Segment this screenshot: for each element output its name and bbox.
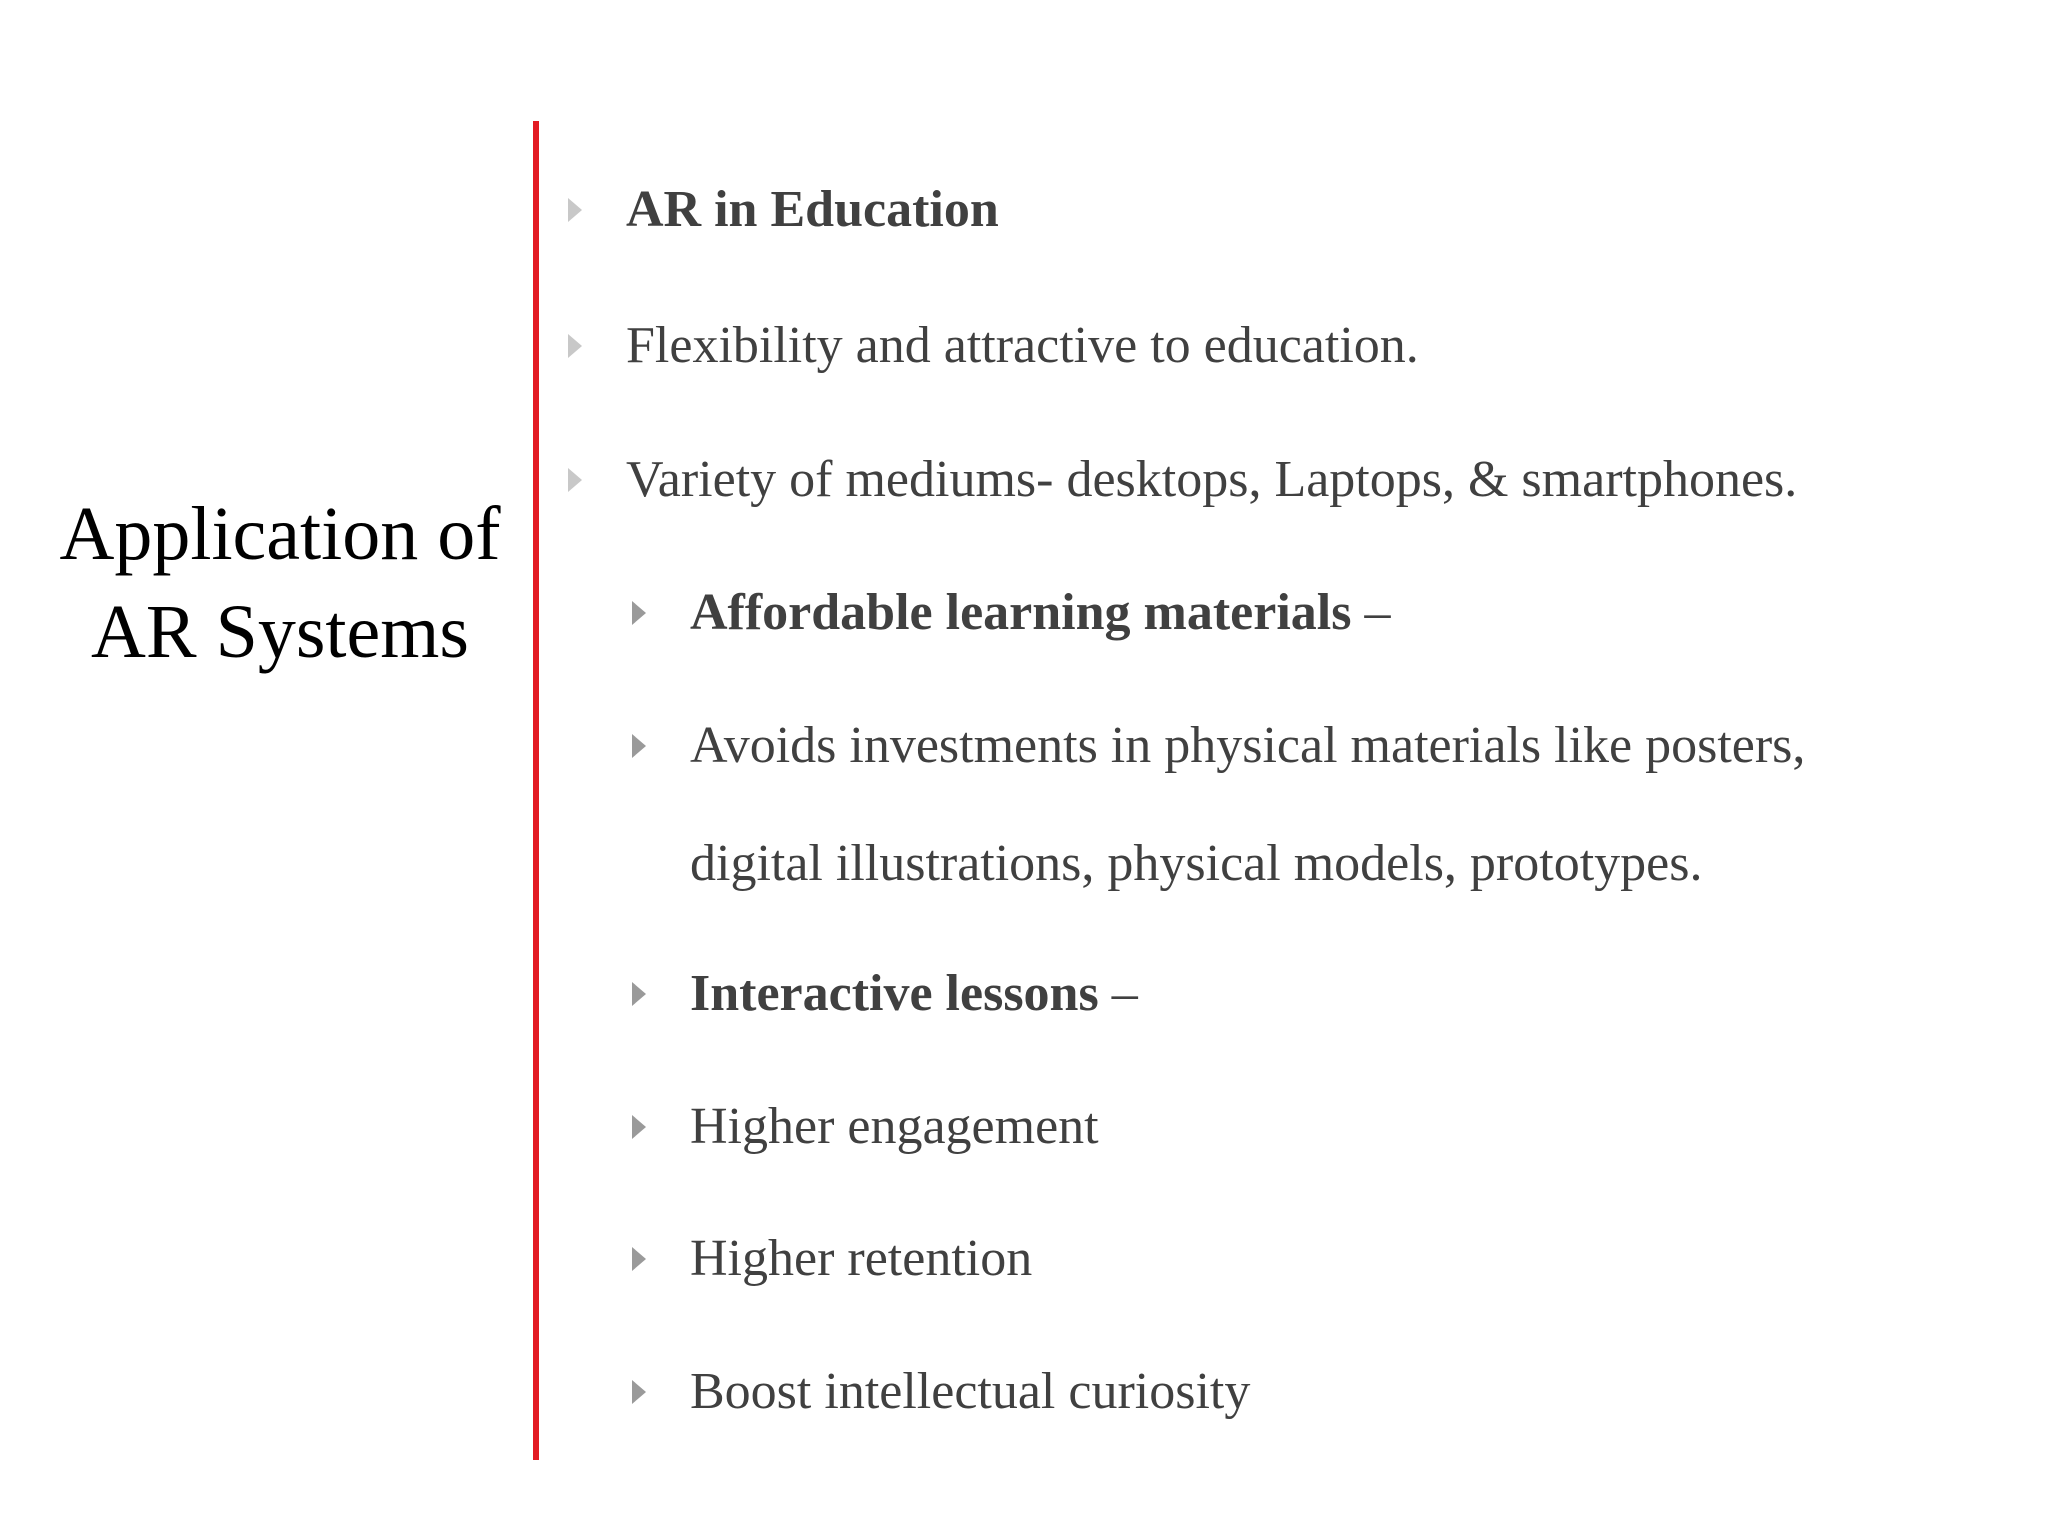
bullet-arrow-icon [632, 982, 646, 1006]
slide-title [20, 485, 540, 681]
bullet-suffix: – [1351, 584, 1391, 641]
bullet-item [690, 716, 1805, 776]
bullet-arrow-icon [632, 601, 646, 625]
bullet-item [690, 964, 1138, 1024]
bullet-arrow-icon [568, 198, 582, 222]
slide-title-line-1: Application of [59, 492, 501, 576]
bullet-arrow-icon [568, 468, 582, 492]
bullet-text: Higher engagement [690, 1098, 1099, 1155]
bullet-suffix: – [1098, 965, 1138, 1022]
bullet-item [690, 583, 1390, 643]
bullet-text: Affordable learning materials [690, 584, 1352, 641]
bullet-text: Higher retention [690, 1230, 1033, 1287]
bullet-item [690, 1097, 1099, 1157]
bullet-text: Interactive lessons [690, 965, 1099, 1022]
bullet-arrow-icon [632, 1247, 646, 1271]
bullet-arrow-icon [632, 1115, 646, 1139]
bullet-continuation-text: digital illustrations, physical models, prototypes. [690, 835, 1703, 892]
bullet-item [690, 1362, 1250, 1422]
bullet-text: Avoids investments in physical materials like posters, [690, 717, 1806, 774]
bullet-item [626, 180, 999, 240]
bullet-arrow-icon [632, 734, 646, 758]
bullet-text: Variety of mediums- desktops, Laptops, & smartphones. [626, 451, 1798, 508]
accent-divider-line [533, 121, 539, 1460]
bullet-arrow-icon [568, 334, 582, 358]
bullet-item [626, 450, 1797, 510]
bullet-text: AR in Education [626, 181, 999, 238]
bullet-text: Boost intellectual curiosity [690, 1363, 1251, 1420]
bullet-arrow-icon [632, 1380, 646, 1404]
bullet-item [690, 1229, 1032, 1289]
bullet-text: Flexibility and attractive to education. [626, 317, 1419, 374]
slide-title-line-2: AR Systems [91, 590, 469, 674]
bullet-item [626, 316, 1419, 376]
